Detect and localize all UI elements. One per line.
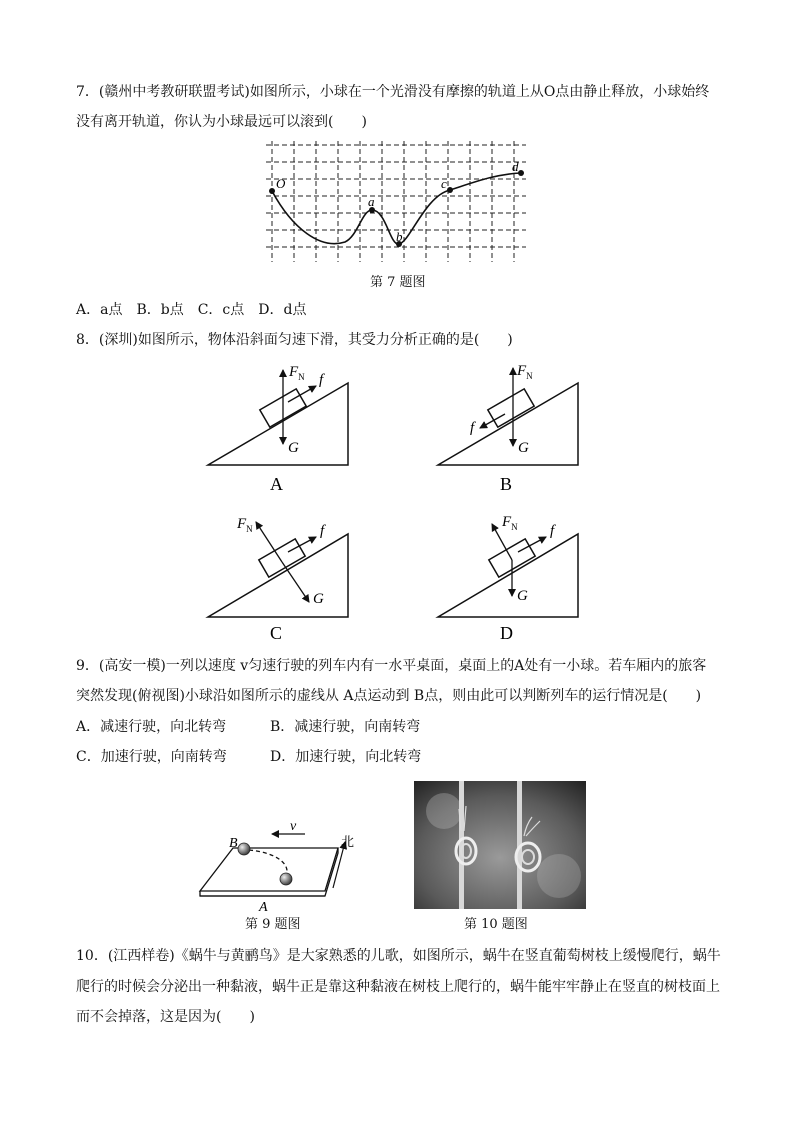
q10-caption: 第 10 题图 [464, 917, 528, 932]
svg-text:FN: $F_N$ [237, 516, 253, 534]
q9-label-a: A [259, 900, 268, 915]
q9-label-b: B [229, 836, 238, 851]
svg-text:f: f [550, 523, 555, 539]
svg-text:f: f [470, 420, 475, 436]
svg-text:FN: $F_N$ [517, 363, 533, 381]
q9-option-b: B．减速行驶，向南转弯 [270, 719, 421, 735]
q8-label-d: D [500, 623, 513, 643]
q8-figure-d [438, 514, 578, 643]
svg-text:G: G [518, 440, 529, 456]
q9-option-a: A．减速行驶，向北转弯 [76, 719, 227, 735]
q9-line-2: 突然发现(俯视图)小球沿如图所示的虚线从 A点运动到 B点，则由此可以判断列车的运行情况是( ) [76, 688, 702, 704]
q7-caption: 第 7 题图 [370, 275, 426, 290]
q7-line-2: 没有离开轨道，你认为小球最远可以滚到( ) [76, 114, 367, 130]
q7-line-1: 7．(赣州中考教研联盟考试)如图所示，小球在一个光滑没有摩擦的轨道上从O点由静止释放，小球始终 [76, 84, 710, 100]
svg-text:FN: $F_N$ [289, 364, 305, 382]
q7-point-c [447, 187, 453, 193]
q10-line-3: 而不会掉落，这是因为( ) [76, 1009, 255, 1025]
q9-label-v: v [290, 819, 297, 834]
q8-figure-c [208, 516, 348, 643]
q7-label-O: O [276, 176, 286, 191]
svg-text:f: f [319, 372, 324, 388]
q10-snail-photo [414, 781, 586, 909]
q7-label-c: c [441, 176, 447, 191]
q9-ball-b [238, 843, 250, 855]
q7-point-d [518, 170, 524, 176]
svg-text:G: G [288, 440, 299, 456]
svg-text:G: G [313, 591, 324, 607]
q7-label-b: b [396, 229, 403, 244]
q9-table-figure [0, 800, 794, 920]
q8-figure-b [438, 363, 578, 494]
svg-text:f: f [320, 523, 325, 539]
q9-ball-a [280, 873, 292, 885]
q9-line-1: 9．(高安一模)一列以速度 v匀速行驶的列车内有一水平桌面，桌面上的A处有一小球。若车厢内的旅客 [76, 658, 707, 674]
q9-option-c: C．加速行驶，向南转弯 [76, 749, 227, 765]
q8-figures [0, 350, 794, 650]
q9-option-d: D．加速行驶，向北转弯 [270, 749, 422, 765]
q7-label-a: a [368, 194, 375, 209]
q10-line-2: 爬行的时候会分泌出一种黏液，蜗牛正是靠这种黏液在树枝上爬行的，蜗牛能牢牢静止在竖直的树枝面上 [76, 979, 720, 995]
q8-line-1: 8．(深圳)如图所示，物体沿斜面匀速下滑，其受力分析正确的是( ) [76, 332, 513, 348]
svg-text:G: G [517, 588, 528, 604]
q8-label-b: B [500, 474, 513, 494]
q8-label-a: A [270, 474, 283, 494]
q7-point-O [269, 188, 275, 194]
q9-label-north: 北 [341, 834, 355, 849]
q7-options: A．a点 B．b点 C．c点 D．d点 [76, 302, 307, 318]
q7-track-figure [0, 0, 794, 300]
q9-caption: 第 9 题图 [245, 917, 301, 932]
q8-label-c: C [270, 623, 283, 643]
q7-label-d: d [512, 159, 519, 174]
q8-figure-a [208, 364, 348, 494]
q10-line-1: 10．(江西样卷)《蜗牛与黄鹂鸟》是大家熟悉的儿歌，如图所示，蜗牛在竖直葡萄树枝上缓慢爬行，蜗牛 [76, 948, 721, 964]
svg-text:FN: $F_N$ [502, 514, 518, 532]
